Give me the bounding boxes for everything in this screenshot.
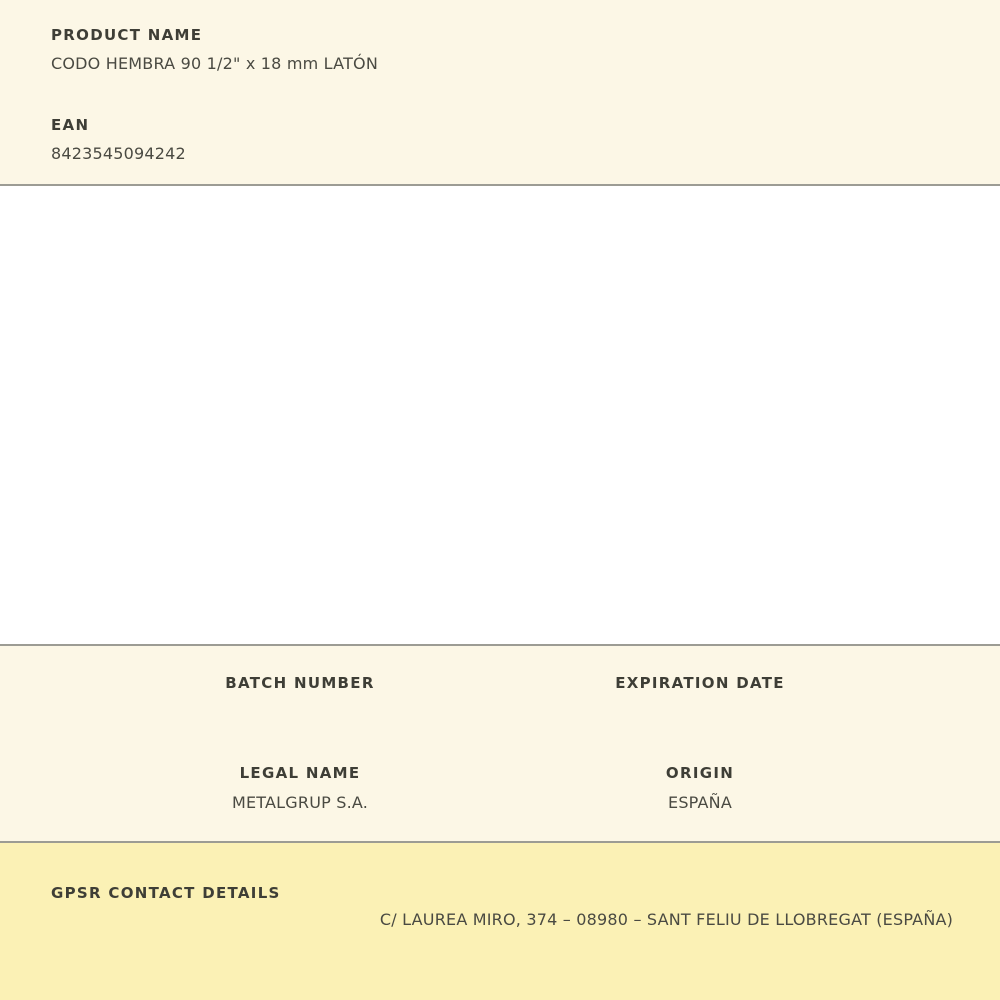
expiration-date-value bbox=[500, 704, 900, 724]
legal-origin-value-row bbox=[100, 793, 900, 813]
gpsr-contact-address: C/ LAUREA MIRO, 374 – 08980 – SANT FELIU DE LLOBREGAT (ESPAÑA) bbox=[379, 910, 954, 929]
product-name-label: PRODUCT NAME bbox=[51, 26, 203, 44]
batch-legal-section bbox=[0, 644, 1000, 843]
gpsr-contact-section bbox=[0, 843, 1000, 1000]
origin-value: ESPAÑA bbox=[668, 793, 732, 812]
ean-field bbox=[51, 116, 949, 164]
origin-label: ORIGIN bbox=[665, 764, 735, 782]
product-name-value: CODO HEMBRA 90 1/2" x 18 mm LATÓN bbox=[51, 54, 379, 73]
product-info-section bbox=[0, 0, 1000, 186]
batch-number-label: BATCH NUMBER bbox=[225, 674, 375, 692]
gpsr-contact-label: GPSR CONTACT DETAILS bbox=[51, 884, 281, 902]
legal-name-value: METALGRUP S.A. bbox=[231, 793, 369, 812]
legal-origin-label-row bbox=[100, 764, 900, 782]
expiration-date-label: EXPIRATION DATE bbox=[615, 674, 785, 692]
ean-label: EAN bbox=[51, 116, 90, 134]
blank-area bbox=[0, 186, 1000, 644]
ean-value: 8423545094242 bbox=[51, 144, 186, 163]
batch-expiration-value-row bbox=[100, 704, 900, 724]
batch-expiration-label-row bbox=[100, 674, 900, 692]
legal-name-label: LEGAL NAME bbox=[239, 764, 361, 782]
product-name-field bbox=[51, 26, 949, 74]
batch-number-value bbox=[100, 704, 500, 724]
